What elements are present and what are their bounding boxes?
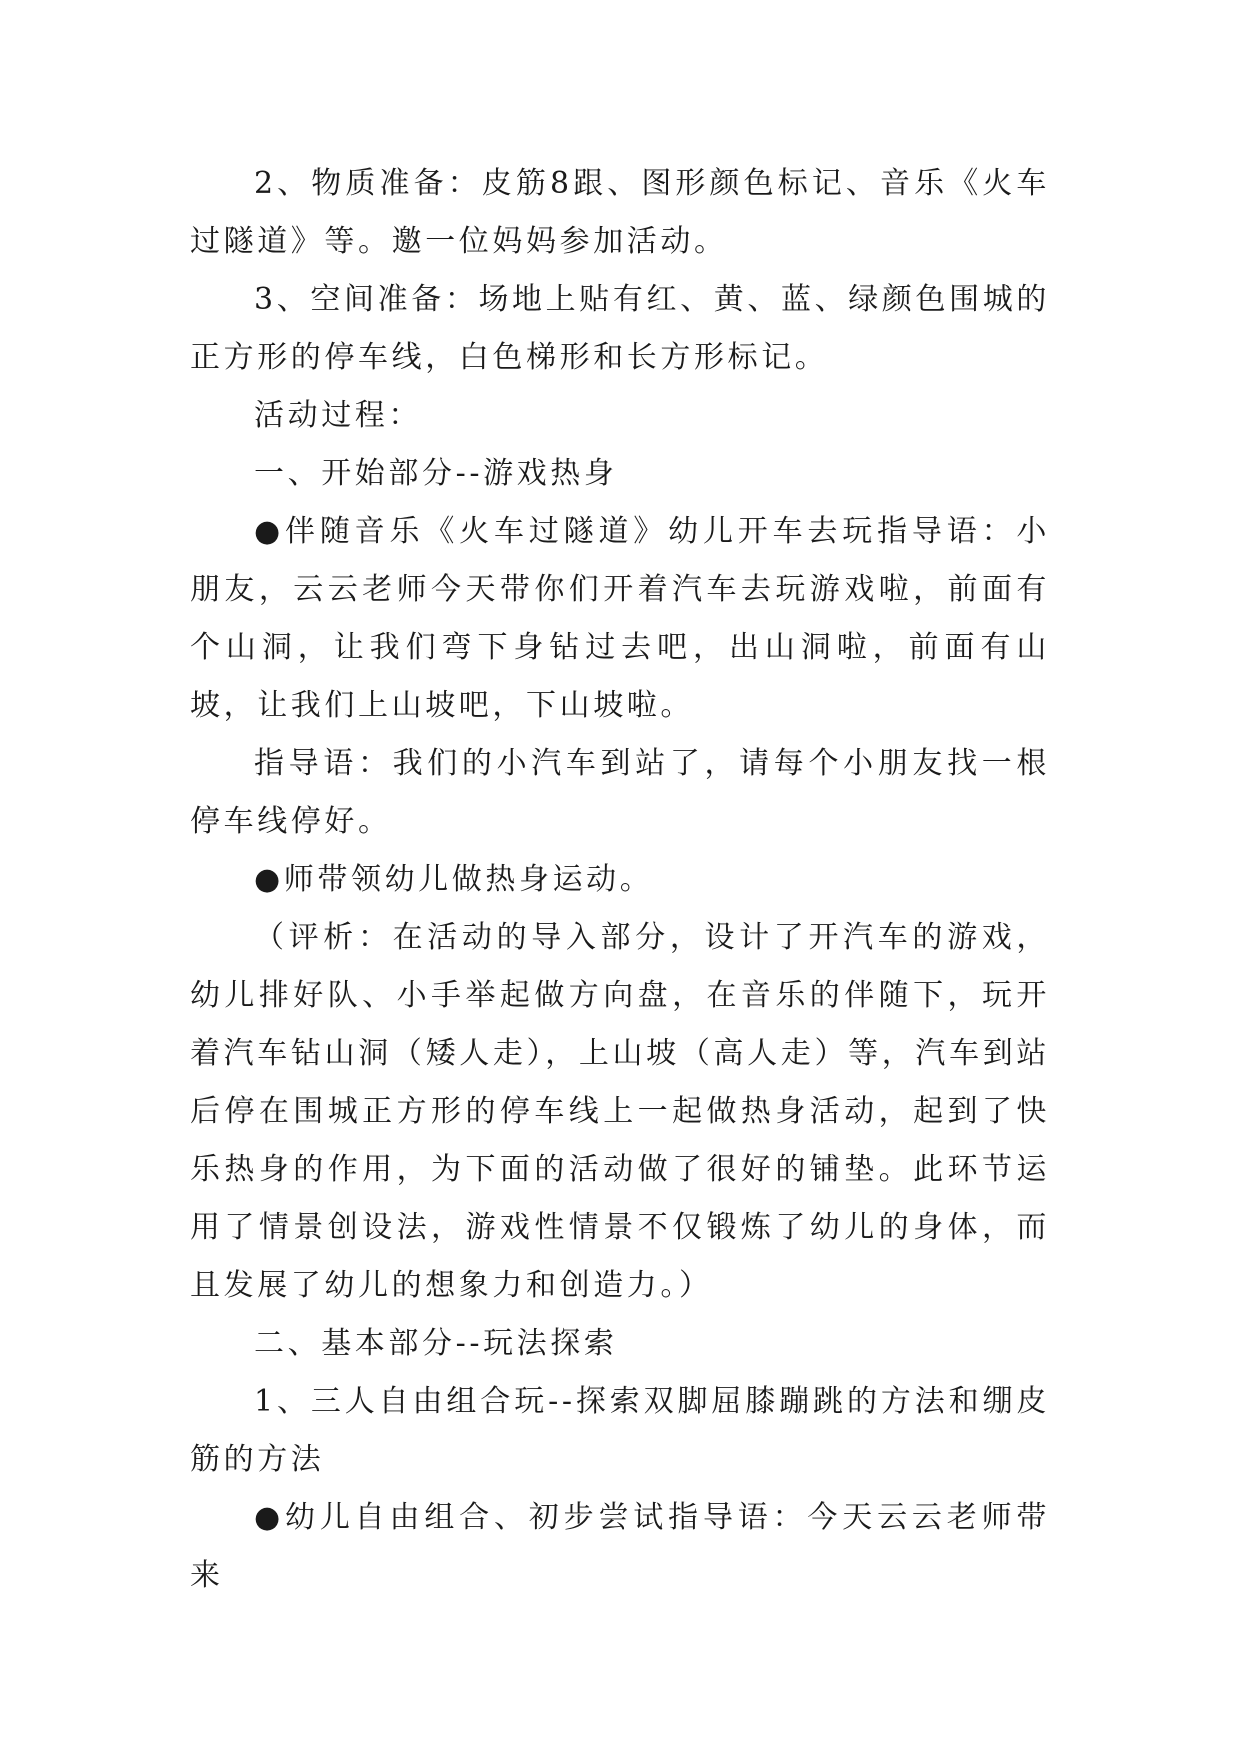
paragraph-parking-guide: 指导语：我们的小汽车到站了，请每个小朋友找一根停车线停好。 <box>190 746 1050 839</box>
paragraph-warmup: ●师带领幼儿做热身运动。 <box>254 862 654 897</box>
paragraph-space-prep: 3、空间准备：场地上贴有红、黄、蓝、绿颜色围城的正方形的停车线，白色梯形和长方形标记。 <box>190 282 1050 375</box>
paragraph-commentary: （评析：在活动的导入部分，设计了开汽车的游戏，幼儿排好队、小手举起做方向盘，在音乐的伴随下，玩开着汽车钻山洞（矮人走），上山坡（高人走）等，汽车到站后停在围城正方形的停车线上一起做热身活动，起到了快乐热身的作用，为下面的活动做了很好的铺垫。此环节运用了情景创设法，游戏性情景不仅锻炼了幼儿的身体，而且发展了幼儿的想象力和创造力。） <box>190 920 1050 1303</box>
paragraph-free-grouping: ●幼儿自由组合、初步尝试指导语：今天云云老师带来 <box>190 1500 1050 1593</box>
paragraph-music-guide: ●伴随音乐《火车过隧道》幼儿开车去玩指导语：小朋友，云云老师今天带你们开着汽车去玩游戏啦，前面有个山洞，让我们弯下身钻过去吧，出山洞啦，前面有山坡，让我们上山坡吧，下山坡啦。 <box>190 514 1050 723</box>
heading-activity-process: 活动过程： <box>254 398 422 433</box>
document-page <box>190 155 1050 1605</box>
heading-part-two: 二、基本部分--玩法探索 <box>254 1326 618 1361</box>
paragraph-three-person-play: 1、三人自由组合玩--探索双脚屈膝蹦跳的方法和绷皮筋的方法 <box>190 1384 1050 1477</box>
paragraph-material-prep: 2、物质准备：皮筋8跟、图形颜色标记、音乐《火车过隧道》等。邀一位妈妈参加活动。 <box>190 166 1050 259</box>
heading-part-one: 一、开始部分--游戏热身 <box>254 456 618 491</box>
